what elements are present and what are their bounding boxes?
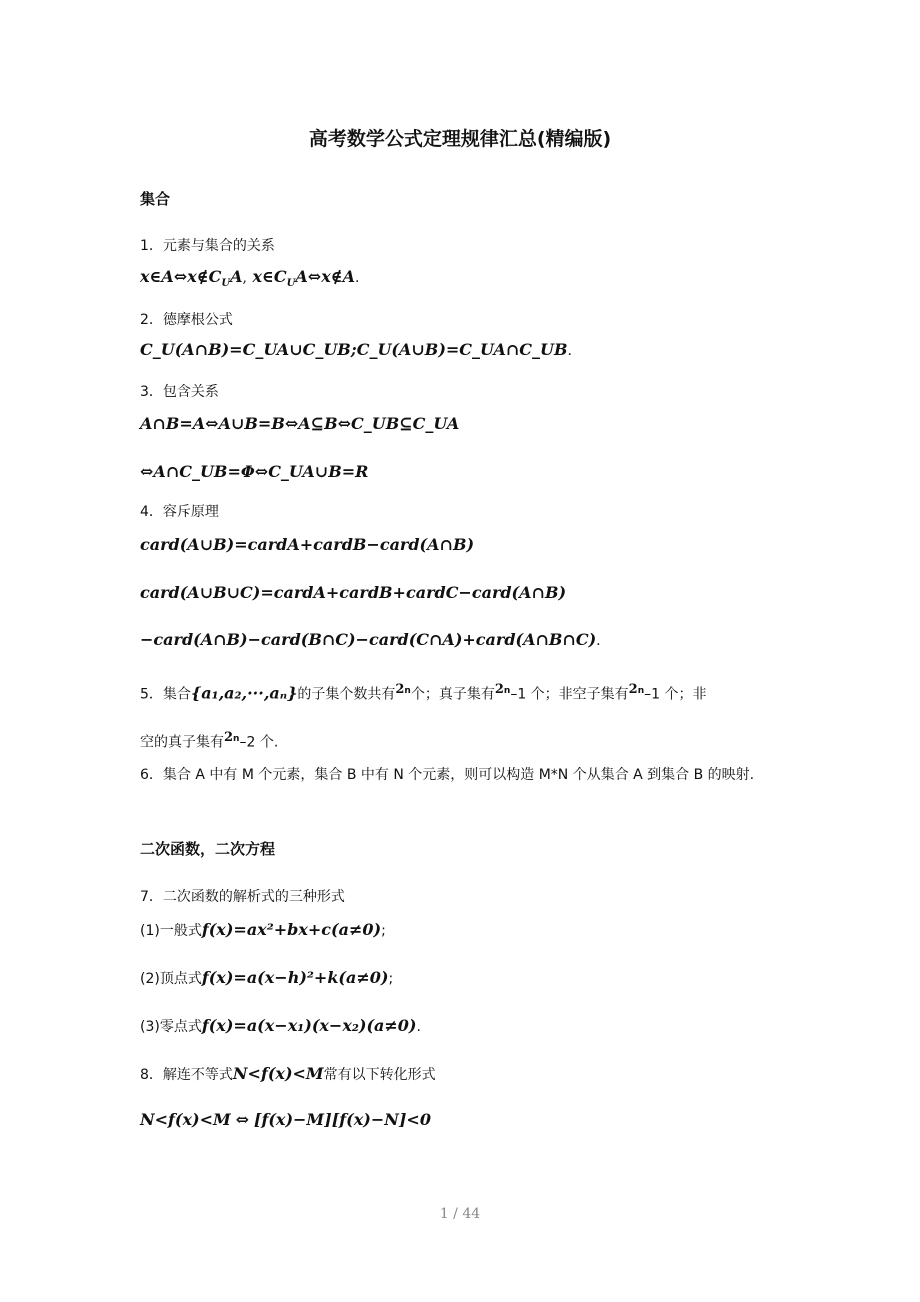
item-1-heading: 1．元素与集合的关系 — [140, 238, 275, 254]
item-7-general-form: (1)一般式f(x)=ax²+bx+c(a≠0); — [140, 920, 386, 939]
section-heading-sets: 集合 — [140, 190, 171, 208]
formula-de-morgan: C_U(A∩B)=C_UA∪C_UB;C_U(A∪B)=C_UA∩C_UB. — [140, 340, 572, 359]
formula-double-inequality: N<f(x)<M ⇔ [f(x)−M][f(x)−N]<0 — [140, 1110, 431, 1129]
item-6-paragraph: 6．集合 A 中有 M 个元素，集合 B 中有 N 个元素，则可以构造 M*N 个从集合 A 到集合 B 的映射. — [140, 767, 755, 783]
item-5-line-1: 5．集合{a₁,a₂,···,aₙ}的子集个数共有2$^n$个；真子集有2$^n$–1 个；非空子集有2$^n$–1 个；非 — [140, 682, 707, 703]
item-5-line-2: 空的真子集有2$^n$–2 个. — [140, 730, 279, 751]
item-2-heading: 2．德摩根公式 — [140, 312, 233, 328]
formula-inclusion-exclusion-2: card(A∪B∪C)=cardA+cardB+cardC−card(A∩B) — [140, 583, 567, 602]
formula-inclusion-1: A∩B=A⇔A∪B=B⇔A⊆B⇔C_UB⊆C_UA — [140, 414, 460, 433]
formula-inclusion-2: ⇔A∩C_UB=Φ⇔C_UA∪B=R — [140, 462, 369, 481]
item-3-heading: 3．包含关系 — [140, 384, 219, 400]
page-number: 1 / 44 — [439, 1206, 481, 1222]
section-heading-quadratic: 二次函数，二次方程 — [140, 840, 276, 858]
item-7-vertex-form: (2)顶点式f(x)=a(x−h)²+k(a≠0); — [140, 968, 394, 987]
item-7-zero-form: (3)零点式f(x)=a(x−x₁)(x−x₂)(a≠0). — [140, 1016, 421, 1035]
item-7-heading: 7．二次函数的解析式的三种形式 — [140, 889, 345, 905]
formula-element-set-relation: $x\in A\Leftrightarrow x\notin C_UA$, $x\in C_UA\Leftrightarrow x\notin A$. — [140, 267, 360, 290]
set-notation: {a₁,a₂,···,aₙ} — [190, 683, 298, 703]
page-title: 高考数学公式定理规律汇总(精编版) — [308, 128, 612, 150]
formula-inclusion-exclusion-3: −card(A∩B)−card(B∩C)−card(C∩A)+card(A∩B∩C). — [140, 630, 601, 649]
item-8-heading: 8．解连不等式N<f(x)<M常有以下转化形式 — [140, 1064, 436, 1083]
formula-inclusion-exclusion-1: card(A∪B)=cardA+cardB−card(A∩B) — [140, 535, 475, 554]
item-4-heading: 4．容斥原理 — [140, 504, 219, 520]
